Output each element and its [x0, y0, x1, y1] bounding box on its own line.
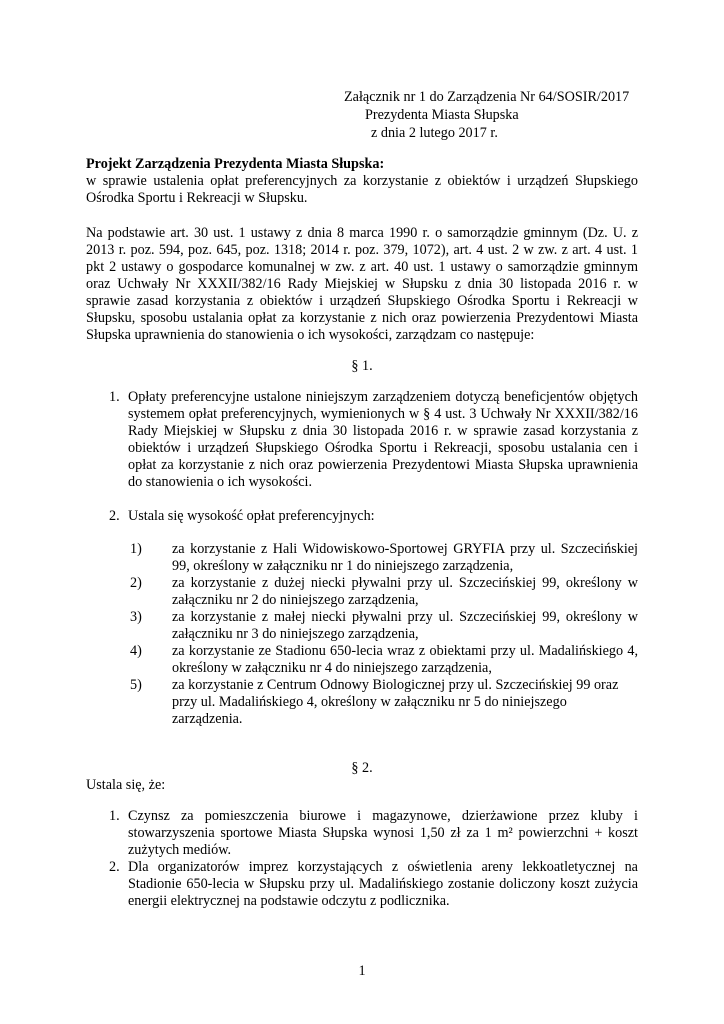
sublist-item-number: 1)	[130, 541, 142, 557]
title-block	[86, 156, 638, 207]
sublist-item	[130, 609, 638, 643]
sublist-item	[130, 677, 638, 728]
header-line-1: Załącznik nr 1 do Zarządzenia Nr 64/SOSIR/2017	[344, 89, 630, 105]
list-item-text: Czynsz za pomieszczenia biurowe i magazynowe, dzierżawione przez kluby i stowarzyszenia sportowe Miasta Słupska wynosi 1,50 zł za 1 m² powierzchni + koszt zużytych mediów.	[128, 808, 638, 858]
list-item-number: 1.	[109, 389, 120, 405]
section-1-heading: § 1.	[351, 358, 373, 374]
list-item-text: Opłaty preferencyjne ustalone niniejszym zarządzeniem dotyczą beneficjentów objętych systemem opłat preferencyjnych, wymienionych w § 4 ust. 3 Uchwały Nr XXXII/382/16 Rady Miejskiej w Słupsku z dnia 30 listopada 2016 r. w sprawie zasad korzystania z obiektów i urządzeń Słupskiego Ośrodka Sportu i Rekreacji, sposobu ustalania cen i opłat za korzystanie z nich oraz powierzenia Prezydentowi Miasta Słupska uprawnienia do stanowienia o ich wysokości.	[128, 389, 638, 490]
list-item-text: Ustala się wysokość opłat preferencyjnych:	[128, 508, 375, 524]
document-title: Projekt Zarządzenia Prezydenta Miasta Słupska:	[86, 156, 385, 172]
header-line-2: Prezydenta Miasta Słupska	[365, 107, 519, 123]
sublist-item-text: za korzystanie z Hali Widowiskowo-Sportowej GRYFIA przy ul. Szczecińskiej 99, określony w załączniku nr 1 do niniejszego zarządzenia,	[172, 541, 638, 574]
sublist-item	[130, 643, 638, 677]
sublist-item-number: 4)	[130, 643, 142, 659]
sublist-item-text: za korzystanie z Centrum Odnowy Biologicznej przy ul. Szczecińskiej 99 oraz przy ul. Madalińskiego 4, określony w załączniku nr 5 do niniejszego zarządzenia.	[172, 677, 619, 727]
attachment-header	[344, 88, 674, 142]
sublist-item-number: 3)	[130, 609, 142, 625]
sublist-item	[130, 575, 638, 609]
list-item	[86, 808, 638, 859]
page-number: 1	[358, 963, 366, 979]
list-item	[86, 508, 638, 525]
section-2-intro: Ustala się, że:	[86, 777, 166, 793]
header-line-3: z dnia 2 lutego 2017 r.	[371, 125, 498, 141]
document-subject: w sprawie ustalenia opłat preferencyjnych za korzystanie z obiektów i urządzeń Słupskiego Ośrodka Sportu i Rekreacji w Słupsku.	[86, 173, 638, 206]
sublist-item-text: za korzystanie z dużej niecki pływalni przy ul. Szczecińskiej 99, określony w załączniku nr 2 do niniejszego zarządzenia,	[172, 575, 638, 608]
section-1-item-2	[86, 508, 638, 525]
section-1-list	[86, 389, 638, 491]
section-2-list	[86, 808, 638, 910]
list-item-text: Dla organizatorów imprez korzystających z oświetlenia areny lekkoatletycznej na Stadionie 650-lecia w Słupsku przy ul. Madalińskiego zostanie doliczony koszt zużycia energii elektrycznej na podstawie odczytu z podlicznika.	[128, 859, 638, 909]
section-2-heading: § 2.	[351, 760, 373, 776]
sublist-item-text: za korzystanie z małej niecki pływalni przy ul. Szczecińskiej 99, określony w załączniku nr 3 do niniejszego zarządzenia,	[172, 609, 638, 642]
preferential-fees-sublist	[130, 541, 638, 728]
legal-basis-paragraph: Na podstawie art. 30 ust. 1 ustawy z dnia 8 marca 1990 r. o samorządzie gminnym (Dz. U. z 2013 r. poz. 594, poz. 645, poz. 1318; 2014 r. poz. 379, 1072), art. 4 ust. 2 w zw. z art. 4 ust. 1 pkt 2 ustawy o gospodarce komunalnej w zw. z art. 40 ust. 1 ustawy o samorządzie gminnym oraz Uchwały Nr XXXII/382/16 Rady Miejskiej w Słupsku z dnia 30 listopada 2016 r. w sprawie zasad korzystania z obiektów i urządzeń Słupskiego Ośrodka Sportu i Rekreacji w Słupsku, sposobu ustalania opłat za korzystanie z nich oraz powierzenia Prezydentowi Miasta Słupska uprawnienia do stanowienia o ich wysokości, zarządzam co następuje:	[86, 225, 638, 343]
list-item-number: 2.	[109, 859, 120, 875]
list-item	[86, 859, 638, 910]
sublist-item-number: 2)	[130, 575, 142, 591]
sublist-item-text: za korzystanie ze Stadionu 650-lecia wraz z obiektami przy ul. Madalińskiego 4, określony w załączniku nr 4 do niniejszego zarządzenia,	[172, 643, 638, 676]
sublist-item	[130, 541, 638, 575]
sublist-item-number: 5)	[130, 677, 142, 693]
list-item	[86, 389, 638, 491]
list-item-number: 2.	[109, 508, 120, 524]
list-item-number: 1.	[109, 808, 120, 824]
